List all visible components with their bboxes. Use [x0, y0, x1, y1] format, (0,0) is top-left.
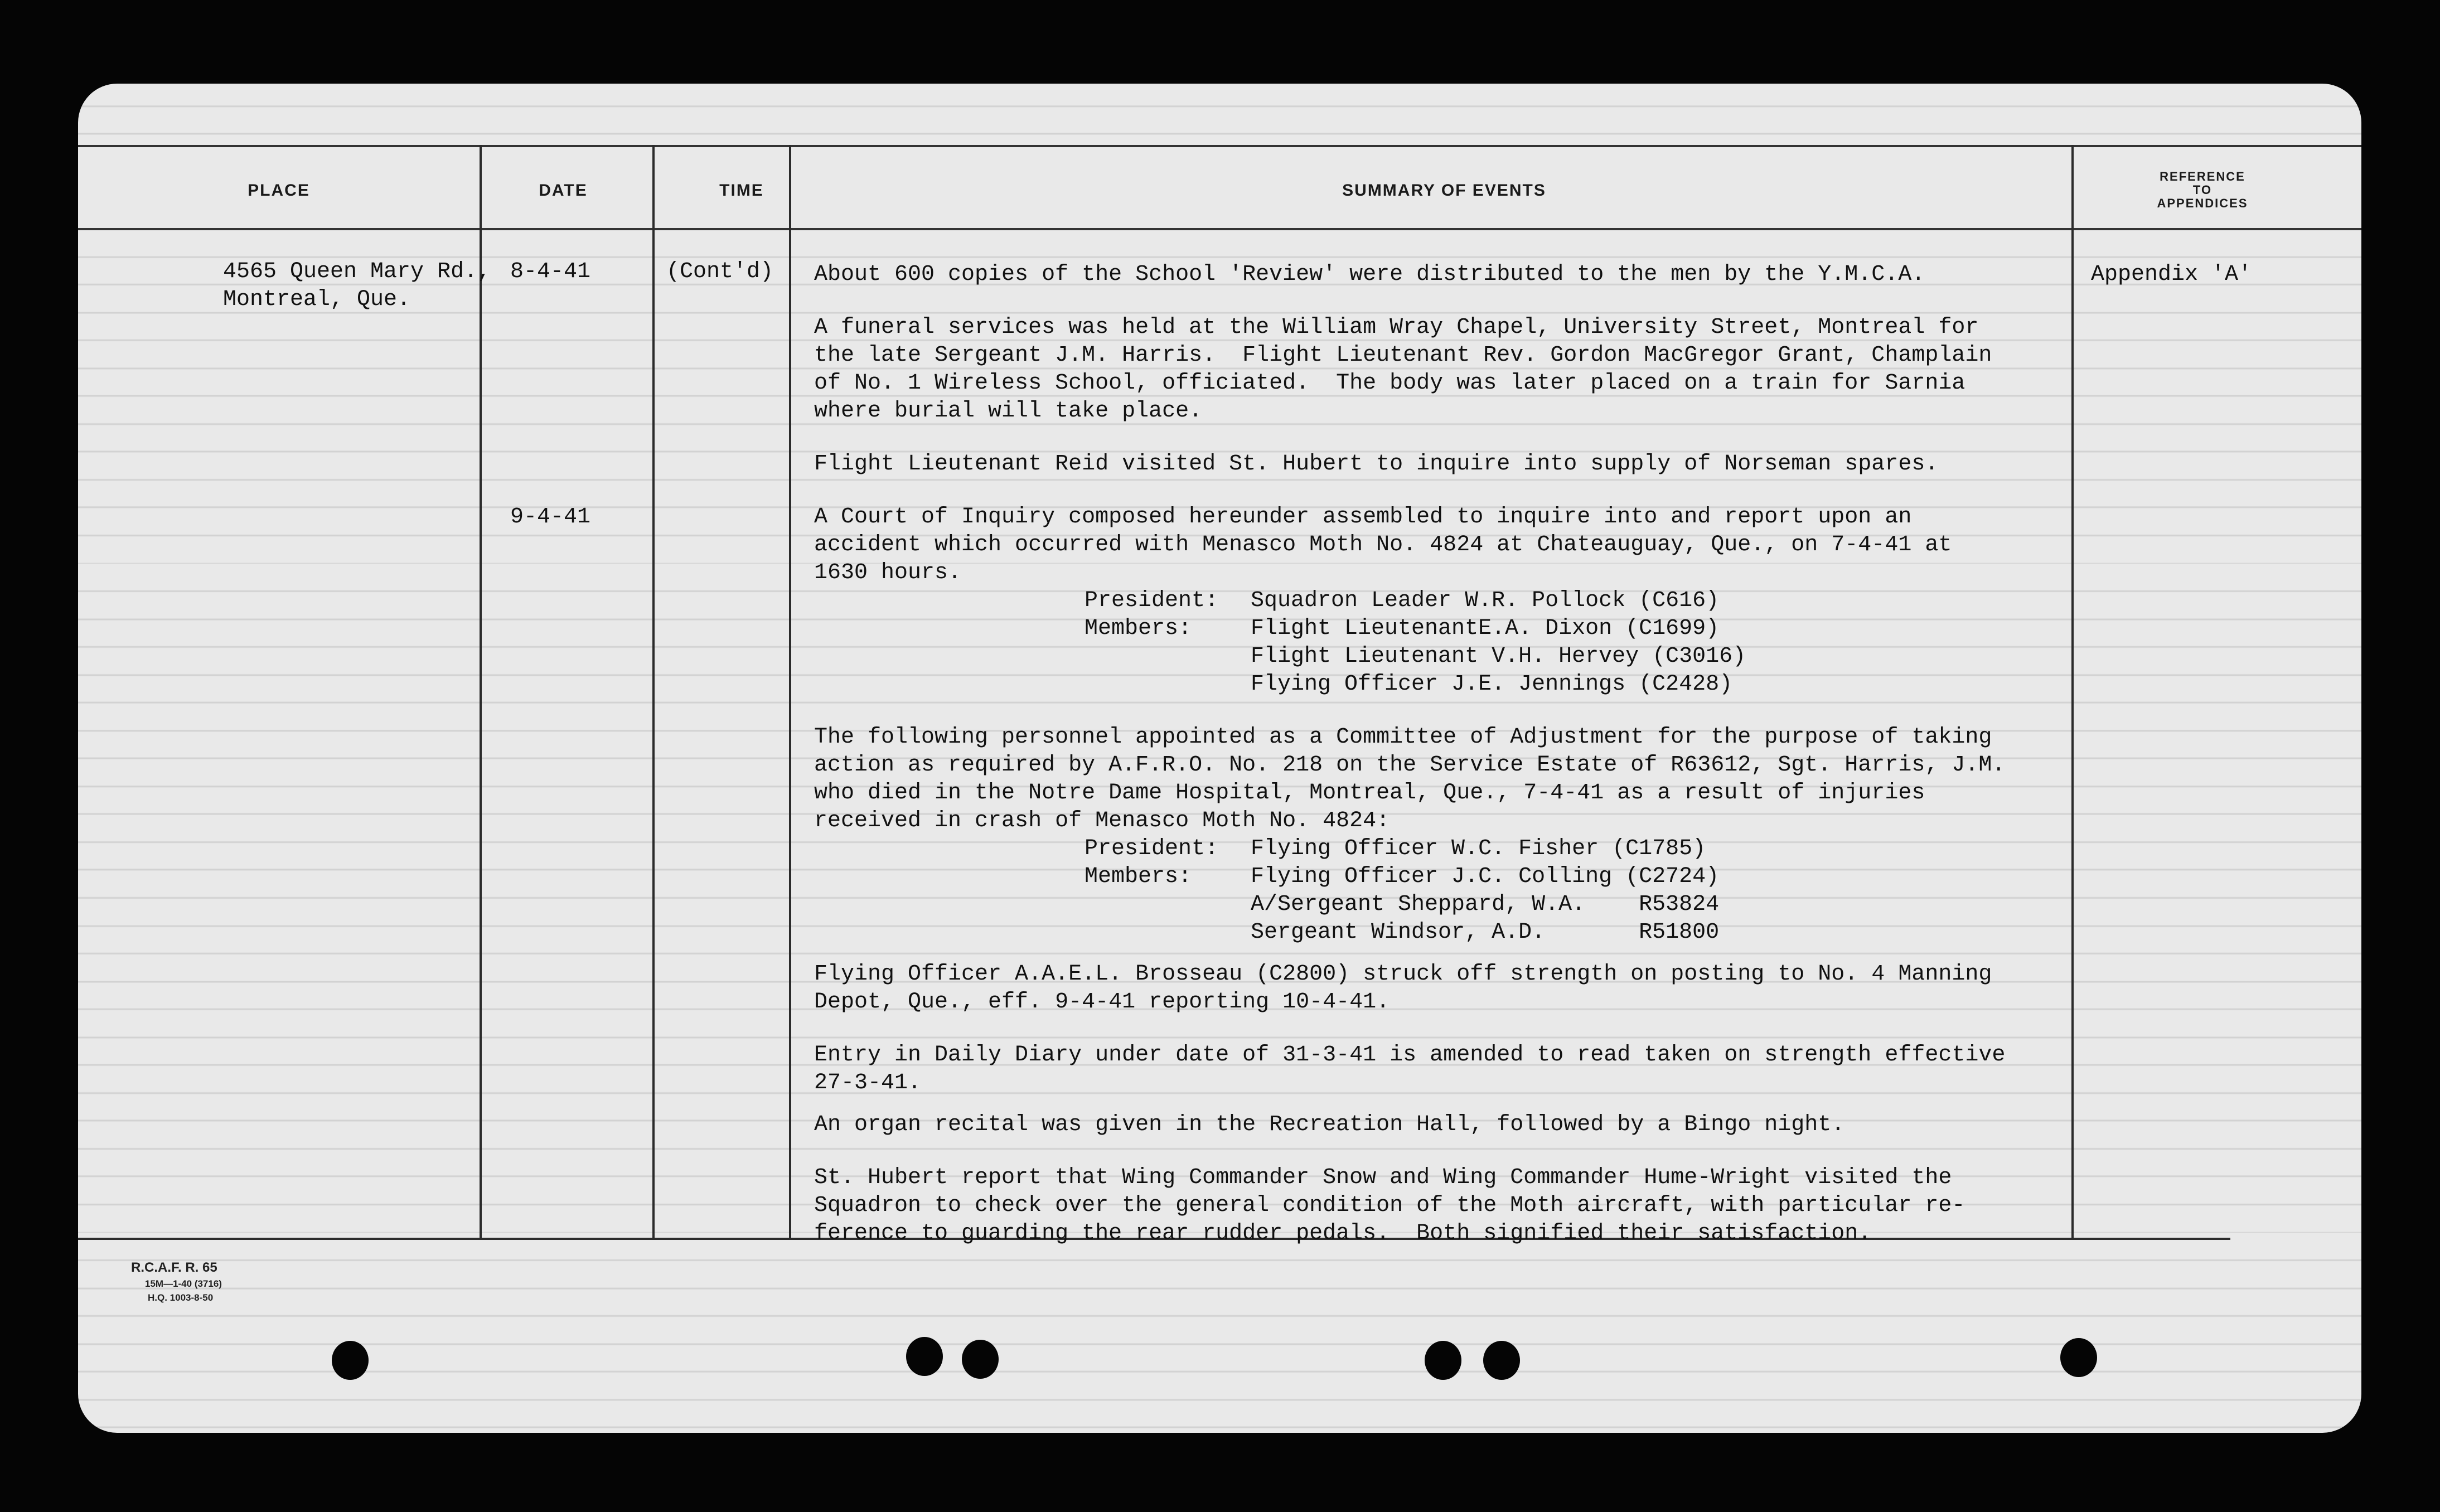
- committee-member: Flying Officer J.C. Colling (C2724): [1251, 864, 1720, 889]
- event-committee-line: who died in the Notre Dame Hospital, Montreal, Que., 7-4-41 as a result of injuries: [814, 781, 1925, 806]
- event-st-hubert-line: ference to guarding the rear rudder pedals. Both signified their satisfaction.: [814, 1221, 1872, 1246]
- event-funeral-line: of No. 1 Wireless School, officiated. The body was later placed on a train for Sarnia: [814, 371, 1965, 396]
- committee-member: Sergeant Windsor, A.D. R51800: [1251, 920, 1720, 945]
- event-inquiry-line: accident which occurred with Menasco Moth No. 4824 at Chateauguay, Que., on 7-4-41 at: [814, 532, 1952, 558]
- form-hq-code: H.Q. 1003-8-50: [148, 1292, 214, 1303]
- column-divider: [480, 145, 482, 1239]
- inquiry-president: Squadron Leader W.R. Pollock (C616): [1251, 588, 1720, 613]
- event-inquiry-line: 1630 hours.: [814, 560, 962, 585]
- header-summary: SUMMARY OF EVENTS: [1342, 181, 1546, 200]
- committee-president-label: President:: [1085, 836, 1219, 861]
- event-brosseau-line: Depot, Que., eff. 9-4-41 reporting 10-4-41.: [814, 990, 1390, 1015]
- committee-president: Flying Officer W.C. Fisher (C1785): [1251, 836, 1706, 861]
- event-funeral-line: A funeral services was held at the William Wray Chapel, University Street, Montreal for: [814, 315, 1979, 340]
- header-reference: REFERENCE TO APPENDICES: [2157, 169, 2248, 210]
- column-divider: [652, 145, 655, 1239]
- event-committee-line: received in crash of Menasco Moth No. 4824:: [814, 808, 1390, 833]
- event-committee-line: action as required by A.F.R.O. No. 218 on the Service Estate of R63612, Sgt. Harris, J.M.: [814, 753, 2006, 778]
- punch-hole: [2060, 1338, 2097, 1377]
- header-date: DATE: [539, 181, 588, 200]
- inquiry-members-label: Members:: [1085, 616, 1192, 641]
- date-entry-1: 8-4-41: [510, 259, 591, 284]
- punch-hole: [1483, 1341, 1520, 1380]
- event-diary-amend-line: Entry in Daily Diary under date of 31-3-41 is amended to read taken on strength effective: [814, 1043, 2006, 1068]
- event-committee-line: The following personnel appointed as a Committee of Adjustment for the purpose of taking: [814, 725, 1992, 750]
- place-line-1: 4565 Queen Mary Rd.,: [223, 259, 491, 284]
- diary-card: [78, 84, 2361, 1433]
- event-funeral-line: the late Sergeant J.M. Harris. Flight Lieutenant Rev. Gordon MacGregor Grant, Champlain: [814, 343, 1992, 368]
- event-reid-visit: Flight Lieutenant Reid visited St. Hubert to inquire into supply of Norseman spares.: [814, 452, 1939, 477]
- event-organ-recital: An organ recital was given in the Recreation Hall, followed by a Bingo night.: [814, 1112, 1845, 1137]
- committee-member: A/Sergeant Sheppard, W.A. R53824: [1251, 892, 1720, 917]
- event-funeral-line: where burial will take place.: [814, 399, 1203, 424]
- punch-hole: [1425, 1341, 1461, 1380]
- header-place: PLACE: [248, 181, 310, 200]
- event-st-hubert-line: Squadron to check over the general condition of the Moth aircraft, with particular re-: [814, 1193, 1965, 1218]
- inquiry-president-label: President:: [1085, 588, 1219, 613]
- form-print-code: 15M—1-40 (3716): [145, 1278, 222, 1289]
- event-st-hubert-line: St. Hubert report that Wing Commander Snow and Wing Commander Hume-Wright visited the: [814, 1165, 1952, 1190]
- reference-entry: Appendix 'A': [2091, 262, 2252, 287]
- committee-members-label: Members:: [1085, 864, 1192, 889]
- form-number: R.C.A.F. R. 65: [131, 1260, 217, 1275]
- inquiry-member: Flying Officer J.E. Jennings (C2428): [1251, 672, 1733, 697]
- event-inquiry-line: A Court of Inquiry composed hereunder assembled to inquire into and report upon an: [814, 505, 1912, 530]
- punch-hole: [962, 1340, 999, 1379]
- punch-hole: [906, 1337, 943, 1376]
- column-divider: [2071, 145, 2074, 1239]
- event-review-copies: About 600 copies of the School 'Review' were distributed to the men by the Y.M.C.A.: [814, 262, 1925, 287]
- column-divider: [789, 145, 791, 1239]
- date-entry-2: 9-4-41: [510, 505, 591, 530]
- event-diary-amend-line: 27-3-41.: [814, 1070, 922, 1096]
- time-entry: (Cont'd): [666, 259, 774, 284]
- punch-hole: [332, 1341, 369, 1380]
- event-brosseau-line: Flying Officer A.A.E.L. Brosseau (C2800) struck off strength on posting to No. 4 Manning: [814, 962, 1992, 987]
- inquiry-member: Flight LieutenantE.A. Dixon (C1699): [1251, 616, 1720, 641]
- header-time: TIME: [719, 181, 764, 200]
- inquiry-member: Flight Lieutenant V.H. Hervey (C3016): [1251, 644, 1746, 669]
- place-line-2: Montreal, Que.: [223, 287, 411, 312]
